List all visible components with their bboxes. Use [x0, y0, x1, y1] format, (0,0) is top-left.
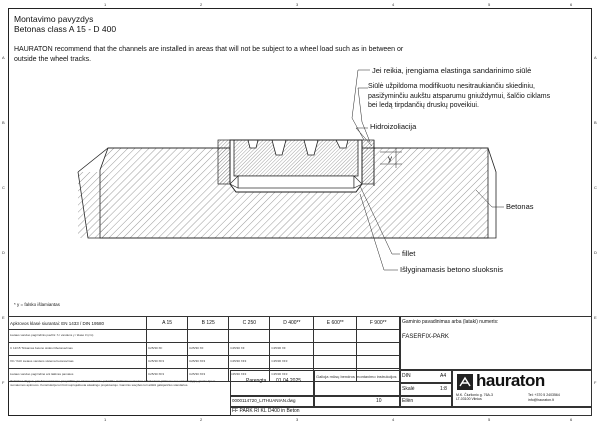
joint-left [218, 140, 230, 184]
scale-label: Skalė [402, 386, 415, 392]
company-email: info@hauraton.lt [528, 398, 554, 402]
joint-annotation-line: pasižyminčiu aukštu atsparumu gniuždymui, šalčio ciklams [368, 92, 551, 100]
grid-number-bottom: 3 [296, 417, 299, 422]
page-label: Eilėn [402, 398, 414, 404]
parengta-label: Parengta [246, 378, 267, 384]
sealant-annotation: Jei reikia, įrengiama elastinga sandarinimo siūlė [372, 66, 532, 75]
table-cell: C25/30 XF [229, 343, 270, 356]
table-code: C 12/15 [10, 346, 21, 351]
grid-number-bottom: 2 [200, 417, 203, 422]
product-name: FASERFIX-PARK [402, 334, 449, 340]
company-phone: Tel: +370 5 2403564 [528, 393, 560, 397]
scale-value: 1:8 [440, 386, 447, 392]
drawing-number: 0000114720_LITHUANIAN.dwg [232, 398, 296, 403]
grid-number-top: 5 [488, 2, 491, 7]
grid-letter-right: D [594, 250, 597, 255]
grid-letter-left: B [2, 120, 5, 125]
table-cell: C25/30 XF3 [188, 369, 229, 382]
load-class-cell: E 600** [314, 317, 357, 330]
grid-number-top: 4 [392, 2, 395, 7]
grid-number-bottom: 1 [104, 417, 107, 422]
grid-number-bottom: 4 [392, 417, 395, 422]
brand-name: hauraton [476, 371, 545, 390]
grid-number-top: 3 [296, 2, 299, 7]
grid-letter-right: E [594, 315, 597, 320]
load-class-title: Betonas class A 15 - D 400 [14, 24, 117, 34]
load-class-cell: A 15 [147, 317, 188, 330]
table-row-label [9, 343, 147, 356]
recommendation-note: HAURATON recommend that the channels are installed in areas that will not be subject to a wheel load such as in between or outside the wheel tracks. [14, 46, 404, 63]
table-cell: C25/30 XF3 [229, 356, 270, 369]
grid-number-bottom: 6 [570, 417, 573, 422]
parengta-box [230, 370, 314, 396]
instructions-note: Galioja mūsų bendros montavimo instrukcijos [316, 374, 397, 379]
load-class-cell: B 125 [188, 317, 229, 330]
din-label: DIN [402, 373, 411, 379]
load-class-cell: F 900** [357, 317, 400, 330]
table-cell: C25/30 XF3 [270, 369, 314, 382]
grid-letter-left: A [2, 55, 5, 60]
grid-letter-right: A [594, 55, 597, 60]
table-cell: C25/30 XF [147, 343, 188, 356]
footnote: * y = falsko išlamiantas [14, 302, 60, 307]
logo-mark-icon [457, 374, 473, 390]
grid-letter-right: B [594, 120, 597, 125]
leveling-annotation: Išlyginamasis betono sluoksnis [400, 265, 503, 274]
waterproofing-annotation: Hidroizoliacija [370, 122, 417, 131]
table-row-label [9, 356, 147, 369]
table-cell: C25/30 XF [270, 343, 314, 356]
joint-annotation-line: bei ledą tirpdančių druskų poveikiui. [368, 102, 479, 110]
hauraton-logo-icon [457, 374, 473, 390]
grid-letter-left: C [2, 185, 5, 190]
page-number: 10 [376, 398, 382, 404]
grid-letter-right: F [594, 380, 597, 385]
grid-letter-left: D [2, 250, 5, 255]
channel-base [238, 176, 354, 188]
grid-number-top: 1 [104, 2, 107, 7]
table-cell: C25/30 XF3 [147, 369, 188, 382]
load-class-cell: C 250 [229, 317, 270, 330]
grid-number-bottom: 5 [488, 417, 491, 422]
table-cell: C25/30 XF3 [188, 356, 229, 369]
table-row-text: Tinkamas betono siūlės išbetonavimas [21, 346, 73, 351]
table-cell: C25/30 XF3 [147, 356, 188, 369]
grid-number-top: 6 [570, 2, 573, 7]
table-row-label: Lietaus vanduo pagrindinė ant laikinės pamatos [9, 369, 147, 382]
table-row-text: Lietaus vandens sistema betonavimas [22, 359, 74, 364]
company-address: M.K. Čiurlionio g. 76A-3 LT-03100 Vilnius [456, 393, 493, 401]
page-number-box [314, 396, 400, 407]
grid-letter-left: E [2, 315, 5, 320]
drawing-title: Montavimo pavyzdys [14, 14, 94, 24]
grid-letter-left: F [2, 380, 5, 385]
din-value: A4 [440, 373, 447, 379]
grid-letter-right: C [594, 185, 597, 190]
grid-number-top: 2 [200, 2, 203, 7]
joint-annotation [368, 82, 550, 111]
load-class-cell: D 400** [270, 317, 314, 330]
drawing-title-text: FF PARK RI KL D400 in Beton [232, 408, 300, 414]
table-cell: C25/30 XF3 [229, 369, 270, 382]
table-cell: C25/30 XF [188, 343, 229, 356]
table-cell: C25/30 XF3 [270, 356, 314, 369]
concrete-left-fill [78, 172, 108, 238]
table-row-label: Lietaus vanduo pagrindinis pavilni: h / vandens y / klasė 3 (cm) [9, 330, 147, 343]
disclaimer-text: Išskirtinės išlygos: pateikti montavimo pavyzdžiai yra rekomendacinio pobūdžio. Faktiniai montavimo reikalavimai priklauso nuo vietos sąlygų, grunto tipo ir numatomos apkrovos. Konstrukcija turi būti suprojektuota atsakingo projektuotojo. Gaminio savybės turi atitikti galiojančius standartus. [10, 379, 216, 387]
date-value: 01.04.2025 [276, 378, 302, 384]
product-label: Gaminio pavadinimas arba (lataki) numeris: [402, 319, 499, 325]
joint-right [362, 140, 374, 184]
joint-annotation-line: Siūlė užpildoma modifikuotu nesitraukiančiu skiediniu, [368, 83, 535, 90]
y-dimension-label: y [388, 154, 392, 163]
concrete-annotation: Betonas [506, 202, 534, 211]
table-header-label: Apkrovos klasė siurantai: EN 1433 / DIN 19580 [9, 317, 147, 330]
table-code: X0 / XA0 [10, 359, 22, 364]
fillet-annotation: fillet [402, 249, 416, 258]
